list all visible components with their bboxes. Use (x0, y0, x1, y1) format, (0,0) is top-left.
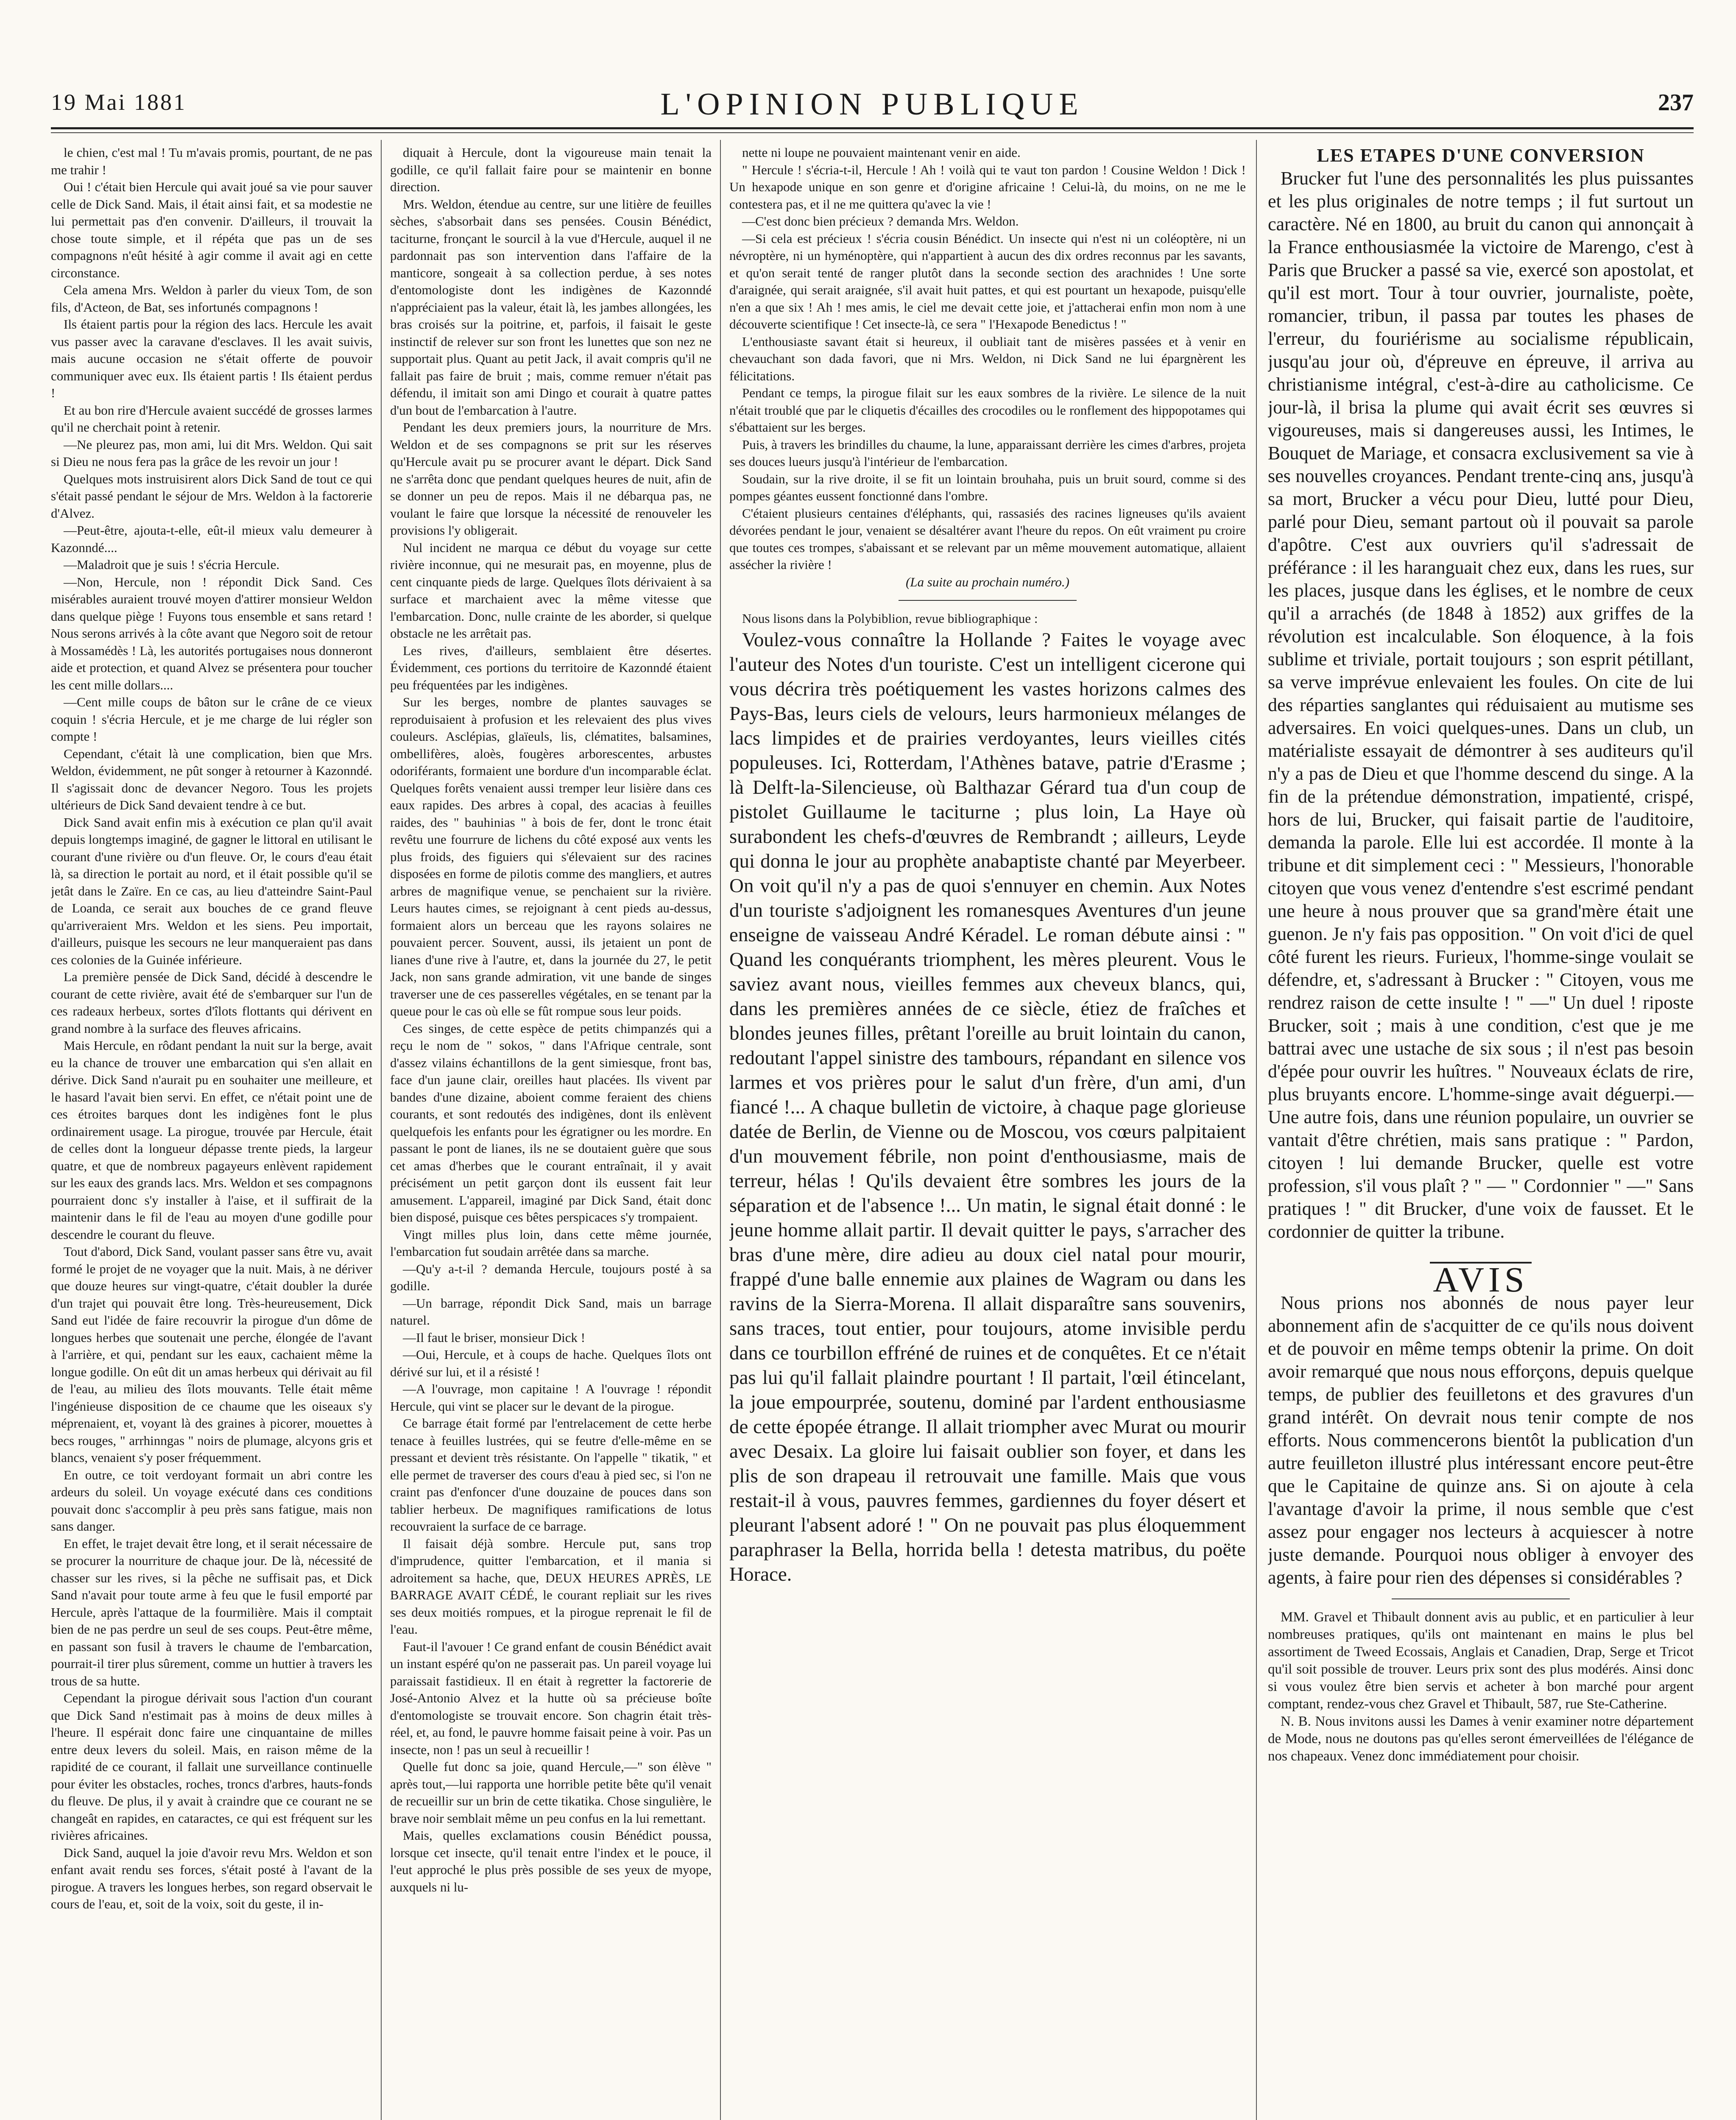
book-review (729, 628, 1246, 1587)
paragraph: Ils étaient partis pour la région des lacs. Hercule les avait vus passer avec la caravane d'esclaves. Il les avait suivis, mais aucune occasion ne s'était offerte de pouvoir communiquer avec eux. Ils étaient partis ! Ils étaient perdus ! (51, 317, 372, 400)
paragraph: " Hercule ! s'écria-t-il, Hercule ! Ah ! voilà qui te vaut ton pardon ! Cousine Weldon ! Dick ! Un hexapode unique en son genre et d'origine africaine ! Celui-là, du moins, on ne me le contestera pas, et il ne me quittera qu'avec la vie ! (729, 162, 1246, 212)
advertisement (1268, 1609, 1694, 1765)
paragraph: Sur les berges, nombre de plantes sauvages se reproduisaient à profusion et les relevaient des plus vives couleurs. Asclépias, glaïeuls, lis, clématites, balsamines, ombellifères, aloès, fougères arborescentes, arbustes odoriférants, formaient une bordure d'un incomparable éclat. Quelques forêts venaient aussi tremper leur lisière dans ces eaux rapides. Des arbres à copal, des acacias à feuilles raides, des " bauhinias " à bois de fer, dont le tronc était revêtu une fourrure de lichens du côté exposé aux vents les plus froids, des figuiers qui s'élevaient sur des racines disposées en forme de pilotis comme des mangliers, et autres arbres de magnifique venue, se penchaient sur la rivière. Leurs hautes cimes, se rejoignant à cent pieds au-dessus, formaient alors un berceau que les rayons solaires ne pouvaient percer. Souvent, aussi, ils jetaient un pont de lianes d'une rive à l'autre, et, dans la journée du 27, le petit Jack, non sans grande admiration, vit une bande de singes traverser une de ces passerelles végétales, en se tenant par la queue pour le cas où elle se fût rompue sous leur poids. (390, 695, 712, 1018)
paragraph: —Si cela est précieux ! s'écria cousin Bénédict. Un insecte qui n'est ni un coléoptère, ni un névroptère, ni un hyménoptère, qui n'appartient à aucun des dix ordres reconnus par les savants, et qu'on serait tenté de ranger plutôt dans la seconde section des arachnides ! Une sorte d'araignée, qui serait araignée, s'il avait huit pattes, et qui est pourtant un hexapode, puisqu'elle n'en a que six ! Ah ! mes amis, le ciel me devait cette joie, et j'attacherai enfin mon nom à une découverte scientifique ! Cet insecte-là, ce sera " l'Hexapode Benedictus ! " (729, 231, 1246, 332)
page-number: 237 (1658, 89, 1694, 116)
feuilleton-end (729, 144, 1246, 628)
masthead-rule (51, 127, 1694, 129)
paragraph: Dick Sand avait enfin mis à exécution ce plan qu'il avait depuis longtemps imaginé, de gagner le littoral en utilisant le courant d'une rivière ou d'un fleuve. Or, le cours d'eau était là, sa direction le portait au nord, et il était possible qu'il se jetât dans le Zaïre. En ce cas, au lieu d'atteindre Saint-Paul de Loanda, ce serait aux bouches de ce grand fleuve qu'arriveraient Mrs. Weldon et les siens. Peu importait, d'ailleurs, puisque les secours ne leur manqueraient pas dans ces colonies de la Guinée inférieure. (51, 815, 372, 967)
paragraph: Nous prions nos abonnés de nous payer leur abonnement afin de s'acquitter de ce qu'ils nous doivent et de pouvoir en même temps obtenir la prime. On doit avoir remarqué que nous nous efforçons, depuis quelque temps, de publier des feuilletons et des gravures d'un grand intérêt. On devrait nous tenir compte de nos efforts. Nous commencerons bientôt la publication d'un autre feuilleton illustré plus intéressant encore peut-être que le Capitaine de quinze ans. Si on ajoute à cela l'avantage d'avoir la prime, il nous semble que c'est assez pour engager nos lecteurs à acquiescer à notre juste demande. Pourquoi nous obliger à envoyer des agents, à faire pour rien des dépenses si considérables ? (1268, 1292, 1694, 1588)
paragraph: L'enthousiaste savant était si heureux, il oubliait tant de misères passées et à venir en chevauchant son dada favori, que ni Mrs. Weldon, ni Dick Sand ne lui épargnèrent les félicitations. (729, 334, 1246, 383)
feuilleton-column-3 (729, 144, 1246, 2120)
paragraph: —C'est donc bien précieux ? demanda Mrs. Weldon. (742, 214, 1019, 229)
paragraph: Cependant, c'était là une complication, bien que Mrs. Weldon, évidemment, ne pût songer à retourner à Kazonndé. Il s'agissait donc de devancer Negoro. Tous les projets ultérieurs de Dick Sand devaient tendre à ce but. (51, 746, 372, 812)
paragraph: Oui ! c'était bien Hercule qui avait joué sa vie pour sauver celle de Dick Sand. Mais, il était ainsi fait, et sa modestie ne lui permettait pas d'en convenir. D'ailleurs, il trouvait la chose toute simple, et il répéta que pas un de ses compagnons n'eût hésité à agir comme il avait agi en cette circonstance. (51, 179, 372, 280)
masthead (51, 89, 1694, 123)
paragraph: Les rives, d'ailleurs, semblaient être désertes. Évidemment, ces portions du territoire de Kazonndé étaient peu fréquentées par les indigènes. (390, 643, 712, 692)
paragraph: Cependant la pirogue dérivait sous l'action d'un courant que Dick Sand n'estimait pas à moins de deux milles à l'heure. Il espérait donc faire une cinquantaine de milles entre deux levers du soleil. Mais, en raison même de la rapidité de ce courant, il fallait une surveillance continuelle pour éviter les obstacles, roches, troncs d'arbres, hauts-fonds du fleuve. De plus, il y avait à craindre que ce courant ne se changeât en rapides, en cataractes, ce qui est fréquent sur les rivières africaines. (51, 1690, 372, 1843)
issue-date: 19 Mai 1881 (51, 89, 187, 115)
paragraph: nette ni loupe ne pouvaient maintenant venir en aide. (742, 145, 1021, 160)
right-column (1268, 144, 1694, 2120)
paragraph: Pendant ce temps, la pirogue filait sur les eaux sombres de la rivière. Le silence de la nuit n'était troublé que par le cliquetis d'écailles des crocodiles ou le ronflement des hippopotames qui s'ébattaient sur les berges. (729, 385, 1246, 435)
paragraph: Dick Sand, auquel la joie d'avoir revu Mrs. Weldon et son enfant avait rendu ses forces, s'était posté à l'avant de la pirogue. A travers les longues herbes, son regard observait le cours de l'eau, et, soit de la voix, soit du geste, il in- (51, 1845, 372, 1911)
paragraph: Mrs. Weldon, étendue au centre, sur une litière de feuilles sèches, s'absorbait dans ses pensées. Cousin Bénédict, taciturne, fronçant le sourcil à la vue d'Hercule, auquel il ne pardonnait pas son intervention dans l'affaire de la manticore, songeait à sa collection perdue, à ses notes d'entomologiste dont les indigènes de Kazonndé n'appréciaient pas la valeur, était là, les jambes allongées, les bras croisés sur la poitrine, et, parfois, il faisait le geste instinctif de relever sur son front les lunettes que son nez ne supportait plus. Quant au petit Jack, il avait compris qu'il ne fallait pas faire de bruit ; mais, comme remuer n'était pas défendu, il imitait son ami Dingo et courait à quatre pattes d'un bout de l'embarcation à l'autre. (390, 196, 712, 418)
paragraph: —Peut-être, ajouta-t-elle, eût-il mieux valu demeurer à Kazonndé.... (51, 523, 372, 555)
paragraph: —Il faut le briser, monsieur Dick ! (403, 1330, 586, 1345)
to-be-continued-note: (La suite au prochain numéro.) (905, 574, 1070, 589)
paragraph: Vingt milles plus loin, dans cette même journée, l'embarcation fut soudain arrêtée dans sa marche. (390, 1227, 712, 1259)
feuilleton-column-2 (390, 144, 712, 2120)
paragraph: —Un barrage, répondit Dick Sand, mais un barrage naturel. (390, 1295, 712, 1328)
paragraph: —Oui, Hercule, et à coups de hache. Quelques îlots ont dérivé sur lui, et il a résisté ! (390, 1347, 712, 1379)
paragraph: Et au bon rire d'Hercule avaient succédé de grosses larmes qu'il ne cherchait point à retenir. (51, 402, 372, 435)
masthead-rule-thin (51, 132, 1694, 133)
notice-title: AVIS (1433, 1260, 1529, 1300)
paragraph: Quelques mots instruisirent alors Dick Sand de tout ce qui s'était passé pendant le séjour de Mrs. Weldon à la factorerie d'Alvez. (51, 471, 372, 521)
paragraph: Pendant les deux premiers jours, la nourriture de Mrs. Weldon et de ses compagnons se prit sur les réserves qu'Hercule avait pu se procurer avant le départ. Dick Sand ne s'arrêta donc que pendant quelques heures de nuit, afin de se donner un peu de repos. Mais il ne débarqua pas, ne voulant le faire que lorsque la nécessité de renouveler les provisions l'y obligerait. (390, 420, 712, 538)
paragraph: Il faisait déjà sombre. Hercule put, sans trop d'imprudence, quitter l'embarcation, et il mania si adroitement sa hache, que, DEUX HEURES APRÈS, LE BARRAGE AVAIT CÉDÉ, le courant repliait sur les rives ses deux moitiés rompues, et la pirogue reprenait le fil de l'eau. (390, 1536, 712, 1637)
paragraph: —Ne pleurez pas, mon ami, lui dit Mrs. Weldon. Qui sait si Dieu ne nous fera pas la grâce de les revoir un jour ! (51, 437, 372, 469)
paragraph: Voulez-vous connaître la Hollande ? Faites le voyage avec l'auteur des Notes d'un touriste. C'est un intelligent cicerone qui vous décrira très poétiquement les vastes horizons calmes des Pays-Bas, leurs ciels de velours, leurs harmonieux mélanges de lacs limpides et de prairies verdoyantes, leurs vieilles cités populeuses. Ici, Rotterdam, l'Athènes batave, patrie d'Erasme ; là Delft-la-Silencieuse, où Balthazar Gérard tua d'un coup de pistolet Guillaume le taciturne ; plus loin, La Haye où surabondent les chefs-d'œuvres de Rembrandt ; ailleurs, Leyde qui donna le jour au prophète anabaptiste chanté par Meyerbeer. On voit qu'il n'y a pas de quoi s'ennuyer en chemin. Aux Notes d'un touriste s'adjoignent les romanesques Aventures d'un jeune enseigne de vaisseau André Kéradel. Le roman débute ainsi : " Quand les conquérants triomphent, les mères pleurent. Vous le saviez avant nous, vieilles femmes aux cheveux blancs, qui, dans les premières années de ce siècle, étiez de fraîches et blondes jeunes filles, prêtant l'oreille au bruit lointain du canon, redoutant l'appel sinistre des tambours, répandant en silence vos larmes et vos prières pour le salut d'un frère, d'un ami, d'un fiancé !... A chaque bulletin de victoire, à chaque page glorieuse datée de Berlin, de Vienne ou de Moscou, vos cœurs palpitaient d'un mouvement fébrile, non point d'enthousiasme, mais de terreur, hélas ! Qu'ils devaient être sombres les jours de la séparation et de l'absence !... Un matin, le signal était donné : le jeune homme allait partir. Il devait quitter le pays, s'arracher des bras d'une mère, dire adieu au doux ciel natal pour mourir, frappé d'une balle ennemie aux plaines de Wagram ou dans les ravins de la Sierra-Morena. Il allait disparaître sans souvenirs, sans traces, tout entier, pour toujours, atome invisible perdu dans ce tourbillon effréné de ruines et de conquêtes. Et ce n'était pas lui qu'il fallait plaindre pourtant ! Il partait, l'œil étincelant, la joue empourprée, soutenu, dominé par l'ardent enthousiasme de cette épopée étrange. Il allait triompher avec Murat ou mourir avec Desaix. La gloire lui faisait oublier son foyer, et dans les plis de son drapeau il retrouvait une famille. Mais que vous restait-il à vous, pauvres femmes, gardiennes du foyer désert et pleurant l'absent adoré ! " On ne pouvait pas plus éloquemment paraphraser la Bella, horrida bella ! detesta matribus, du poëte Horace. (729, 628, 1246, 1585)
paragraph: Soudain, sur la rive droite, il se fit un lointain brouhaha, puis un bruit sourd, comme si des pompes géantes eussent fonctionné dans l'ombre. (729, 471, 1246, 503)
paragraph: —Cent mille coups de bâton sur le crâne de ce vieux coquin ! s'écria Hercule, et je me charge de lui régler son compte ! (51, 695, 372, 744)
paragraph: —Maladroit que je suis ! s'écria Hercule. (64, 557, 280, 572)
column-divider (720, 140, 721, 2120)
paragraph: Brucker fut l'une des personnalités les plus puissantes et les plus originales de notre temps ; il fut surtout un caractère. Né en 1800, au bruit du canon qui annonçait à la France enthousiasmée la victoire de Marengo, c'est à Paris que Brucker a passé sa vie, exercé son apostolat, et qu'il est mort. Tour à tour ouvrier, journaliste, poète, romancier, tribun, il passa par toutes les phases de l'erreur, du fouriérisme au socialisme républicain, jusqu'au jour où, d'épreuve en épreuve, il arriva au christianisme intégral, c'est-à-dire au catholicisme. Ce jour-là, il brisa la plume qui avait écrit ses œuvres si vigoureuses, mais si dangereuses aussi, les Intimes, le Bouquet de Mariage, et consacra exclusivement sa vie à ses nouvelles croyances. Pendant trente-cinq ans, jusqu'à sa mort, Brucker a vécu pour Dieu, lutté pour Dieu, parlé pour Dieu, semant partout où il pouvait sa parole d'apôtre. C'est aux ouvriers qu'il s'adressait de préférance : il les haranguait chez eux, dans les rues, sur les places, jusque dans les églises, et le nombre de ceux qu'il a arrachés (de 1848 à 1852) aux griffes de la révolution est incalculable. Son éloquence, à la fois sublime et triviale, portait toujours ; son esprit pétillant, sa verve imprévue enlevaient les foules. On cite de lui des réparties sanglantes qui réduisaient au mutisme ses adversaires. En voici quelques-unes. Dans un club, un matérialiste essayait de démontrer à ses auditeurs qu'il n'y a pas de Dieu et que l'homme descend du singe. A la fin de la prétendue démonstration, impatienté, crispé, hors de lui, Brucker, qui faisait partie de l'auditoire, demanda la parole. Elle lui est accordée. Il monte à la tribune et dit simplement ceci : " Messieurs, l'honorable citoyen que vous venez d'entendre s'est escrimé pendant une heure à nous prouver que sa grand'mère était une guenon. Je n'y fais pas opposition. " On voit d'ici de quel côté furent les rieurs. Furieux, l'homme-singe voulait se défendre, et, s'adressant à Brucker : " Citoyen, vous me rendrez raison de cette insulte ! " —" Un duel ! riposte Brucker, soit ; mais à une condition, c'est que je me battrai avec une ustache de six sous ; il n'est pas besoin d'épée pour ouvrir les huîtres. " Nouveaux éclats de rire, plus bruyants encore. L'homme-singe avait déguerpi.— Une autre fois, dans une réunion populaire, un ouvrier se vantait d'être chrétien, mais sans pratique : " Pardon, citoyen ! lui demande Brucker, quelle est votre profession, s'il vous plaît ? " — " Cordonnier " —" Sans pratiques ! " dit Brucker, d'une voix de fausset. Et le cordonnier de quitter la tribune. (1268, 168, 1694, 1242)
paragraph: Nul incident ne marqua ce début du voyage sur cette rivière inconnue, qui ne mesurait pas, en moyenne, plus de cent cinquante pieds de large. Quelques îlots dérivaient à sa surface et marchaient avec la même vitesse que l'embarcation. Donc, nulle crainte de les aborder, si quelque obstacle ne les arrêtait pas. (390, 540, 712, 641)
paragraph: MM. Gravel et Thibault donnent avis au public, et en particulier à leur nombreuses pratiques, qu'ils ont maintenant en mains le plus bel assortiment de Tweed Ecossais, Anglais et Canadien, Drap, Serge et Tricot qu'il soit possible de trouver. Leurs prix sont des plus modérés. Ainsi donc si vous voulez être bien servis et acheter à bon marché pour argent comptant, rendez-vous chez Gravel et Thibault, 587, rue Ste-Catherine. (1268, 1610, 1694, 1712)
paragraph: En effet, le trajet devait être long, et il serait nécessaire de se procurer la nourriture de chaque jour. De là, nécessité de chasser sur les rives, si la pêche ne suffisait pas, et Dick Sand n'avait pour toute arme à feu que le fusil emporté par Hercule, après l'attaque de la fourmilière. Mais il comptait bien de ne pas perdre un seul de ses coups. Peut-être même, en passant son fusil à travers le chaume de l'embarcation, pourrait-il tirer plus sûrement, comme un huttier à travers les trous de sa hutte. (51, 1536, 372, 1688)
paragraph: —Non, Hercule, non ! répondit Dick Sand. Ces misérables auraient trouvé moyen d'attirer monsieur Weldon dans quelque piège ! Fuyons tous ensemble et sans retard ! Nous serons arrivés à la côte avant que Negoro soit de retour à Mossamédès ! Là, les autorités portugaises nous donneront aide et protection, et quand Alvez se présentera pour toucher les cent mille dollars.... (51, 574, 372, 692)
paragraph: Quelle fut donc sa joie, quand Hercule,—" son élève " après tout,—lui rapporta une horrible petite bête qu'il venait de recueillir sur un brin de cette tikatika. Chose singulière, le brave noir semblait même un peu confus en la lui remettant. (390, 1759, 712, 1826)
paragraph: Cela amena Mrs. Weldon à parler du vieux Tom, de son fils, d'Acteon, de Bat, ses infortunés compagnons ! (51, 282, 372, 315)
feuilleton-column-1 (51, 144, 372, 2120)
paragraph: Ce barrage était formé par l'entrelacement de cette herbe tenace à feuilles lustrées, qui se feutre d'elle-même en se pressant et devient très résistante. On l'appelle " tikatik, " et elle permet de traverser des cours d'eau à pied sec, si l'on ne craint pas d'enfoncer d'une douzaine de pouces dans son tablier herbeux. De magnifiques ramifications de lotus recouvraient la surface de ce barrage. (390, 1416, 712, 1534)
section-divider (1392, 1598, 1570, 1599)
paragraph: —A l'ouvrage, mon capitaine ! A l'ouvrage ! répondit Hercule, qui vint se placer sur le devant de la pirogue. (390, 1381, 712, 1414)
paragraph: Faut-il l'avouer ! Ce grand enfant de cousin Bénédict avait un instant espéré qu'on ne passerait pas. Un pareil voyage lui paraissait fastidieux. Il en était à regretter la factorerie de José-Antonio Alvez et la hutte où sa précieuse boîte d'entomologiste se trouvait encore. Son chagrin était très-réel, et, au fond, le pauvre homme faisait peine à voir. Pas un insecte, non ! pas un seul à recueillir ! (390, 1639, 712, 1757)
article-title: LES ETAPES D'UNE CONVERSION (1317, 145, 1645, 166)
paragraph: C'étaient plusieurs centaines d'éléphants, qui, rassasiés des racines ligneuses qu'ils avaient dévorées pendant le jour, venaient se désaltérer avant l'heure du repos. On eût vraiment pu croire que toutes ces trompes, s'abaissant et se relevant par un même mouvement automatique, allaient assécher la rivière ! (729, 505, 1246, 572)
paragraph: le chien, c'est mal ! Tu m'avais promis, pourtant, de ne pas me trahir ! (51, 145, 372, 177)
section-divider (899, 600, 1077, 601)
paragraph: Tout d'abord, Dick Sand, voulant passer sans être vu, avait formé le projet de ne voyager que la nuit. Mais, à ne dériver que douze heures sur vingt-quatre, c'était doubler la durée d'un trajet qui pouvait être long. Très-heureusement, Dick Sand eut l'idée de faire recouvrir la pirogue d'un dôme de longues herbes que soutenait une perche, élongée de l'avant à l'arrière, et qui, pendant sur les eaux, cachaient même la longue godille. On eût dit un amas herbeux qui dérivait au fil de l'eau, au milieu des îlots mouvants. Telle était même l'ingénieuse disposition de ce chaume que les oiseaux s'y méprenaient, et, voyant là des graines à picorer, mouettes à becs rouges, " arrhinngas " noirs de plumage, alcyons gris et blancs, venaient s'y poser fréquemment. (51, 1244, 372, 1465)
paragraph: En outre, ce toit verdoyant formait un abri contre les ardeurs du soleil. Un voyage exécuté dans ces conditions pouvait donc s'accomplir à peu près sans fatigue, mais non sans danger. (51, 1467, 372, 1534)
paragraph: La première pensée de Dick Sand, décidé à descendre le courant de cette rivière, avait été de s'embarquer sur l'un de ces radeaux herbeux, sortes d'îlots flottants qui dérivent en grand nombre à la surface des fleuves africains. (51, 969, 372, 1036)
paragraph: —Qu'y a-t-il ? demanda Hercule, toujours posté à sa godille. (390, 1261, 712, 1293)
paragraph: diquait à Hercule, dont la vigoureuse main tenait la godille, ce qu'il fallait faire pour se maintenir en bonne direction. (390, 145, 712, 194)
column-divider (1256, 140, 1257, 2120)
paragraph: Mais Hercule, en rôdant pendant la nuit sur la berge, avait eu la chance de trouver une embarcation qui s'en allait en dérive. Dick Sand n'aurait pu en souhaiter une meilleure, et le hasard l'avait bien servi. En effet, ce n'était point une de ces étroites barques dont les indigènes font le plus ordinairement usage. La pirogue, trouvée par Hercule, était de celles dont la longueur dépasse trente pieds, la largeur quatre, et que de nombreux pagayeurs enlèvent rapidement sur les eaux des grands lacs. Mrs. Weldon et ses compagnons pourraient donc s'y installer à l'aise, et il suffirait de la maintenir dans le fil de l'eau au moyen d'une godille pour descendre le courant du fleuve. (51, 1038, 372, 1242)
paragraph: Puis, à travers les brindilles du chaume, la lune, apparaissant derrière les cimes d'arbres, projeta ses douces lueurs jusqu'à l'intérieur de l'embarcation. (729, 437, 1246, 469)
review-intro: Nous lisons dans la Polybiblion, revue bibliographique : (742, 611, 1038, 626)
newspaper-title: L'OPINION PUBLIQUE (660, 87, 1084, 122)
column-divider (381, 140, 382, 2120)
paragraph: Mais, quelles exclamations cousin Bénédict poussa, lorsque cet insecte, qu'il tenait entre l'index et le pouce, il l'eut approché le plus près possible de ses yeux de myope, auxquels ni lu- (390, 1828, 712, 1894)
paragraph: Ces singes, de cette espèce de petits chimpanzés qui a reçu le nom de " sokos, " dans l'Afrique centrale, sont d'assez vilains échantillons de la gent simiesque, front bas, face d'un jaune clair, oreilles haut placées. Ils vivent par bandes d'une dizaine, aboient comme feraient des chiens courants, et sont redoutés des indigènes, dont ils enlèvent quelquefois les enfants pour les égratigner ou les mordre. En passant le pont de lianes, ils ne se doutaient guère que sous cet amas d'herbes que le courant entraînait, il y avait précisément un petit garçon dont ils eussent fait leur amusement. L'appareil, imaginé par Dick Sand, était donc bien disposé, puisque ces bêtes perspicaces s'y trompaient. (390, 1021, 712, 1225)
paragraph: N. B. Nous invitons aussi les Dames à venir examiner notre département de Mode, nous ne doutons pas qu'elles seront émerveillées de l'élégance de nos chapeaux. Venez donc immédiatement pour choisir. (1268, 1714, 1694, 1764)
